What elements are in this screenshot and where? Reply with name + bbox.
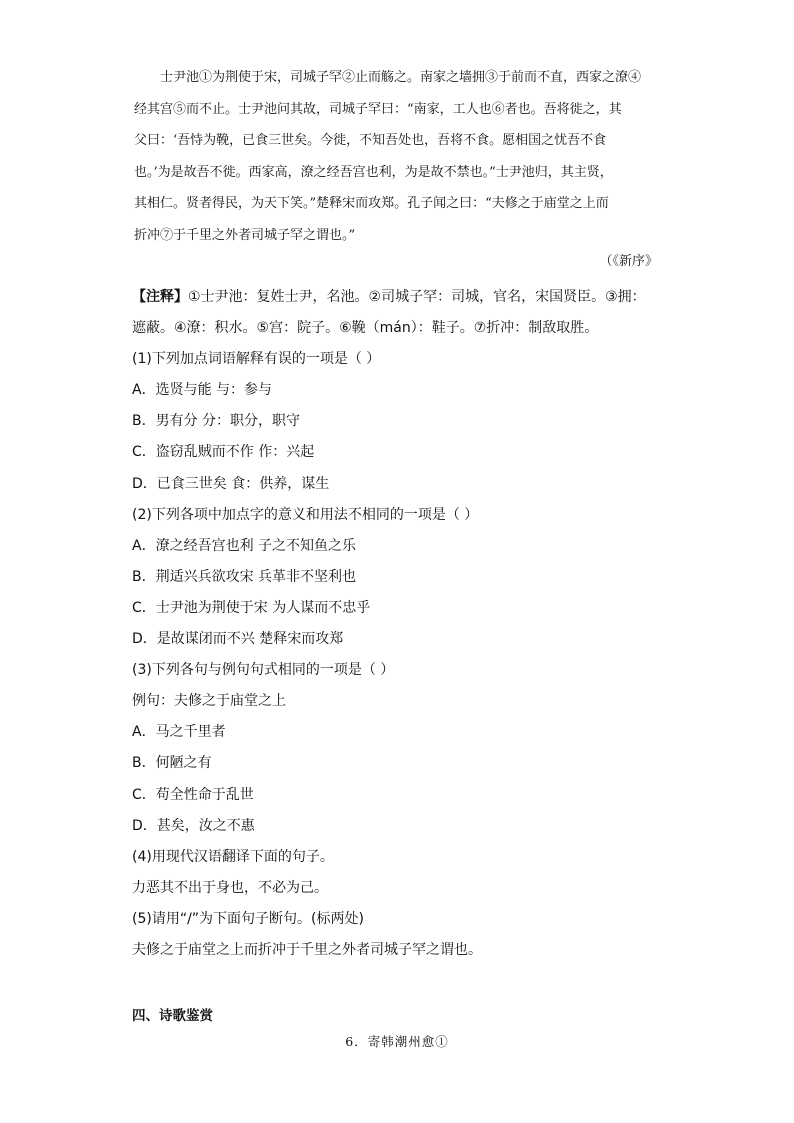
q3-option-a: A．马之千里者: [132, 724, 226, 741]
question-3-stem: (3)下列各句与例句句式相同的一项是（ ）: [132, 662, 395, 679]
question-1-stem: (1)下列加点词语解释有误的一项是（ ）: [132, 351, 381, 368]
passage-line: 折冲⑦于千里之外者司城子罕之谓也。”: [134, 227, 356, 243]
q4-sentence: 力恶其不出于身也，不必为己。: [132, 879, 328, 896]
q1-option-d: D．已食三世矣 食：供养，谋生: [132, 475, 330, 492]
notes-line-2: 遮蔽。④潦：积水。⑤宫：院子。⑥鞔（mán）：鞋子。⑦折冲：制敌取胜。: [132, 320, 599, 337]
q1-option-a: A．选贤与能 与：参与: [132, 382, 273, 399]
classical-passage: [134, 62, 660, 251]
passage-line: 士尹池①为荆使于宋，司城子罕②止而觞之。南家之墙拥③于前而不直，西家之潦④: [160, 70, 642, 85]
section-heading: 四、诗歌鉴赏: [132, 1008, 213, 1024]
q3-example: 例句：夫修之于庙堂之上: [132, 693, 286, 710]
q1-option-b: B．男有分 分：职分，职守: [132, 413, 301, 430]
q2-option-a: A．潦之经吾宫也利 子之不知鱼之乐: [132, 537, 357, 554]
passage-line: 父曰：‘吾恃为鞔，已食三世矣。今徙，不知吾处也，吾将不食。愿相国之忧吾不食: [134, 133, 607, 148]
question-5-stem: (5)请用“/”为下面句子断句。(标两处): [132, 910, 364, 927]
q3-option-c: C．苟全性命于乱世: [132, 786, 254, 803]
q2-option-c: C．士尹池为荆使于宋 为人谋而不忠乎: [132, 599, 371, 616]
passage-line: 经其宫⑤而不止。士尹池问其故，司城子罕曰：“南家，工人也⑥者也。吾将徙之，其: [134, 101, 622, 117]
poem-title: 6．寄韩潮州愈①: [345, 1034, 449, 1049]
question-2-stem: (2)下列各项中加点字的意义和用法不相同的一项是（ ）: [132, 506, 479, 523]
passage-source: （《新序》: [599, 254, 658, 269]
notes-and-questions: [132, 282, 672, 966]
q5-sentence: 夫修之于庙堂之上而折冲于千里之外者司城子罕之谓也。: [132, 941, 482, 958]
notes-text: ①士尹池：复姓士尹，名池。②司城子罕：司城，官名，宋国贤臣。③拥：: [188, 289, 646, 305]
q1-option-c: C．盗窃乱贼而不作 作：兴起: [132, 444, 315, 461]
q3-option-b: B．何陋之有: [132, 755, 212, 772]
question-4-stem: (4)用现代汉语翻译下面的句子。: [132, 848, 334, 865]
notes-line-1: [132, 282, 672, 313]
q2-option-b: B．荆适兴兵欲攻宋 兵革非不坚利也: [132, 568, 357, 585]
q2-option-d: D．是故谋闭而不兴 楚释宋而攻郑: [132, 631, 344, 648]
passage-line: 其相仁。贤者得民，为天下笑。”楚释宋而攻郑。孔子闻之曰：“夫修之于庙堂之上而: [134, 196, 609, 211]
passage-line: 也。’为是故吾不徙。西家高，潦之经吾宫也利，为是故不禁也。”士尹池归，其主贤，: [134, 164, 613, 180]
q3-option-d: D．甚矣，汝之不惠: [132, 817, 255, 834]
notes-heading: 【注释】: [132, 289, 188, 305]
